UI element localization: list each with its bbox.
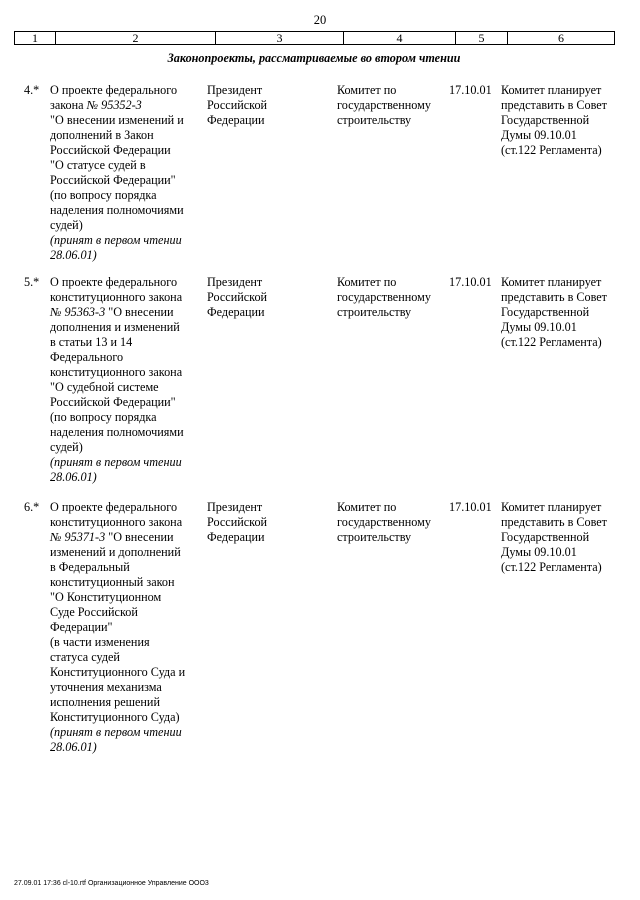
bill-title-line [50,98,200,113]
committee-note-line: (ст.122 Регламента) [501,560,602,574]
bill-title-line: статуса судей [50,650,120,664]
bill-title-segment: "О внесении [105,305,174,319]
column-header-2: 2 [56,32,216,45]
committee-note-line: Государственной [501,305,590,319]
bill-title-line: дополнений в Закон [50,128,154,142]
bill-title-segment: "О внесении [105,530,174,544]
bill-title-line: изменений и дополнений [50,545,181,559]
committee-note-line: Комитет планирует [501,500,602,514]
committee-note-line: представить в Совет [501,515,608,529]
bill-author-line: Российской [207,98,268,112]
bill-title-line: дополнения и изменений [50,320,180,334]
bill-author-line: Федерации [207,113,265,127]
bill-number: 5.* [24,275,40,289]
bill-title-line: Суде Российской [50,605,138,619]
footer-print-info: 27.09.01 17:36 cl-10.rtf Организационное Управление ООО3 [14,880,209,887]
bill-title-line: судей) [50,218,83,232]
bill-title-segment: закона [50,98,87,112]
bill-author-line: Президент [207,83,263,97]
bill-title-line: (по вопросу порядка [50,410,157,424]
committee-line: строительству [337,305,412,319]
bill-author [207,500,332,545]
bill-title-line: "О внесении изменений и [50,113,184,127]
bill-author [207,83,332,128]
bill-title [50,275,200,485]
committee-note [501,83,623,158]
committee-line: государственному [337,98,431,112]
bill-author-line: Федерации [207,305,265,319]
bill-title-line: О проекте федерального [50,275,178,289]
committee-note-line: Думы 09.10.01 [501,545,577,559]
bill-title-line: (по вопросу порядка [50,188,157,202]
committee-note-line: (ст.122 Регламента) [501,335,602,349]
bill-title-line: уточнения механизма [50,680,162,694]
bill-title-line: Конституционного Суда и [50,665,186,679]
committee-note-line: Государственной [501,113,590,127]
bill-title-line: "О судебной системе [50,380,159,394]
bill-title-line: О проекте федерального [50,500,178,514]
committee-line: Комитет по [337,83,397,97]
bill-title-line: наделения полномочиями [50,425,184,439]
bill-registration-number: № 95363-3 [50,305,106,319]
committee-line: строительству [337,113,412,127]
bill-title-line: Конституционного Суда) [50,710,180,724]
bill-registration-number: № 95371-3 [50,530,106,544]
column-header-4: 4 [344,32,456,45]
bill-title-line: в статьи 13 и 14 [50,335,133,349]
bill-title-line: исполнения решений [50,695,160,709]
bill-title-line [50,305,200,320]
bill-author-line: Президент [207,500,263,514]
bill-title-line [50,530,200,545]
bill-number: 6.* [24,500,40,514]
committee-note-line: (ст.122 Регламента) [501,143,602,157]
bill-number: 4.* [24,83,40,97]
committee-note-line: Государственной [501,530,590,544]
column-header-6: 6 [508,32,615,45]
bill-title-line: (в части изменения [50,635,150,649]
bill-title [50,83,200,263]
responsible-committee [337,500,447,545]
committee-note-line: Думы 09.10.01 [501,128,577,142]
consideration-date: 17.10.01 [449,275,492,289]
bill-title-line: "О Конституционном [50,590,162,604]
committee-note-line: представить в Совет [501,98,608,112]
committee-note-line: Комитет планирует [501,275,602,289]
committee-line: Комитет по [337,275,397,289]
committee-note [501,275,623,350]
bill-title-line: конституционного закона [50,290,183,304]
first-reading-note: 28.06.01) [50,248,97,262]
committee-note-line: Думы 09.10.01 [501,320,577,334]
consideration-date: 17.10.01 [449,500,492,514]
bill-title-line: Российской Федерации" [50,395,176,409]
committee-line: строительству [337,530,412,544]
first-reading-note: (принят в первом чтении [50,455,182,469]
bill-title-line: наделения полномочиями [50,203,184,217]
responsible-committee [337,83,447,128]
bill-title-line: в Федеральный [50,560,130,574]
bill-title [50,500,200,755]
bill-title-line: Российской Федерации" [50,173,176,187]
bill-title-line: Федерации" [50,620,113,634]
first-reading-note: 28.06.01) [50,470,97,484]
committee-line: государственному [337,515,431,529]
committee-note [501,500,623,575]
bill-title-line: конституционного закона [50,515,183,529]
page-number: 20 [313,13,327,27]
committee-note-line: Комитет планирует [501,83,602,97]
column-header-1: 1 [15,32,56,45]
committee-note-line: представить в Совет [501,290,608,304]
column-number-header [14,31,615,45]
bill-author-line: Российской [207,290,268,304]
column-header-5: 5 [456,32,508,45]
bill-title-line: конституционный закон [50,575,175,589]
consideration-date: 17.10.01 [449,83,492,97]
bill-title-line: судей) [50,440,83,454]
bill-author-line: Президент [207,275,263,289]
bill-title-line: "О статусе судей в [50,158,146,172]
column-header-3: 3 [216,32,344,45]
bill-title-line: Российской Федерации [50,143,171,157]
committee-line: государственному [337,290,431,304]
bill-author-line: Российской [207,515,268,529]
committee-line: Комитет по [337,500,397,514]
responsible-committee [337,275,447,320]
bill-title-line: Федерального [50,350,124,364]
bill-title-line: конституционного закона [50,365,183,379]
bill-author [207,275,332,320]
first-reading-note: (принят в первом чтении [50,725,182,739]
bill-registration-number: № 95352-3 [86,98,142,112]
bill-title-line: О проекте федерального [50,83,178,97]
first-reading-note: 28.06.01) [50,740,97,754]
first-reading-note: (принят в первом чтении [50,233,182,247]
bill-author-line: Федерации [207,530,265,544]
section-title: Законопроекты, рассматриваемые во втором чтении [167,51,461,65]
